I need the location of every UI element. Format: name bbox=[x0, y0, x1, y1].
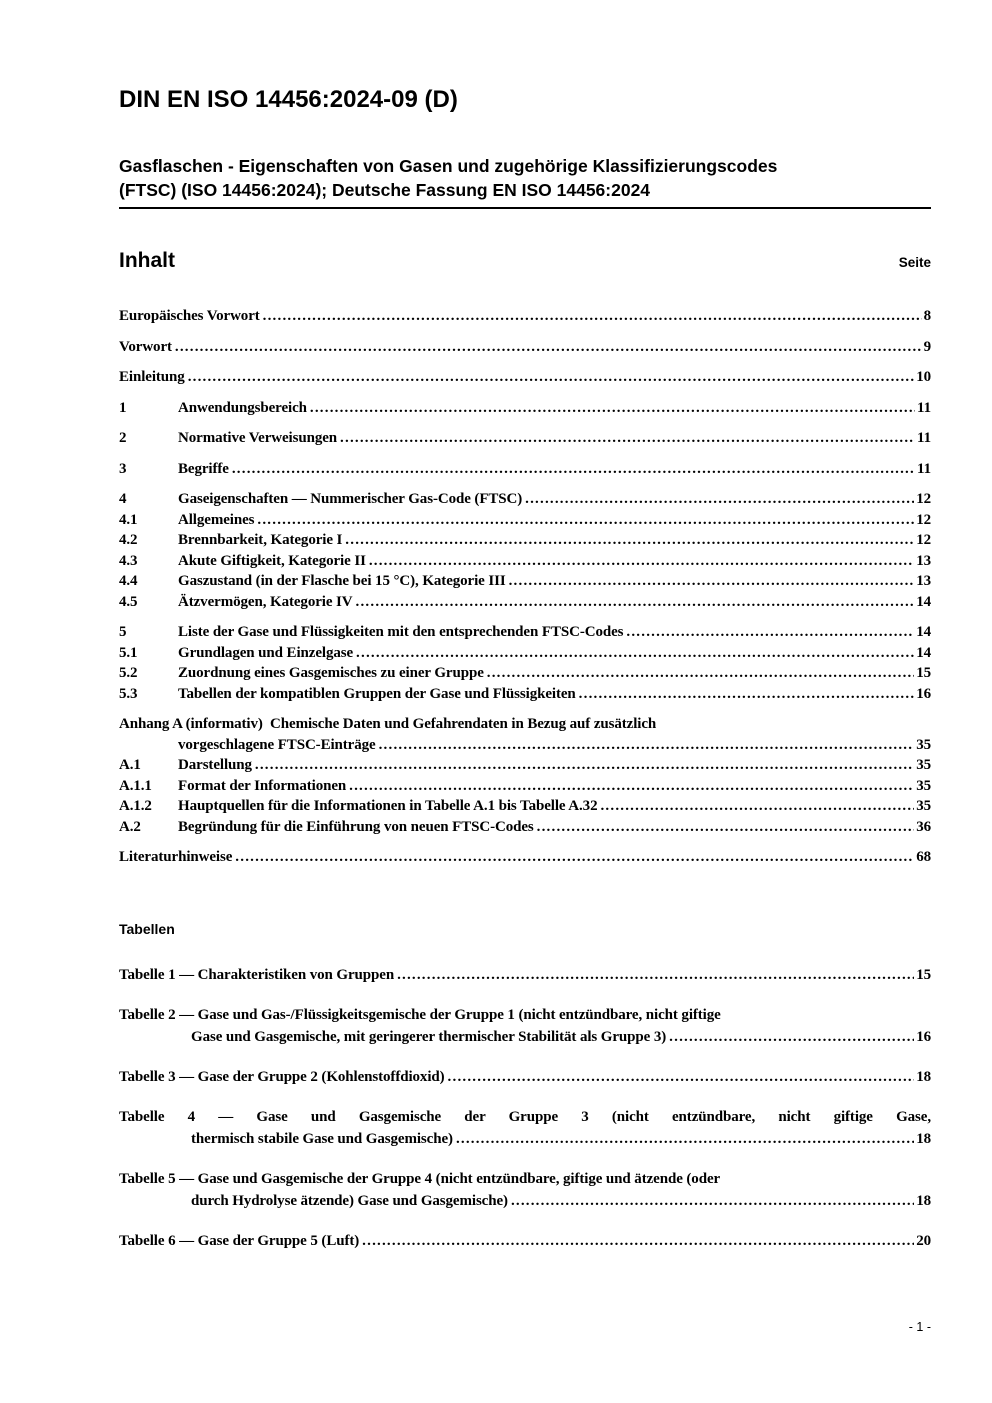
toc-dot-leader bbox=[579, 684, 915, 705]
toc-page-column-label: Seite bbox=[898, 255, 931, 270]
table-entry-line1 bbox=[119, 1066, 931, 1088]
toc-dot-leader bbox=[525, 489, 914, 510]
toc-entry-title: Anhang A (informativ) Chemische Daten und Gefahrendaten in Bezug auf zusätzlich bbox=[119, 716, 657, 732]
toc-entry bbox=[119, 337, 931, 358]
toc-dot-leader bbox=[340, 428, 915, 449]
table-entry-line1 bbox=[119, 1004, 931, 1026]
toc-entry-title: Anwendungsbereich bbox=[178, 399, 307, 416]
toc-entry-continuation bbox=[119, 735, 931, 756]
toc-entry-number: 4 bbox=[119, 491, 127, 507]
toc-dot-leader bbox=[232, 459, 915, 480]
doc-title bbox=[119, 155, 931, 209]
toc-entry bbox=[119, 714, 931, 735]
toc-entry-page: 35 bbox=[916, 736, 931, 753]
toc-dot-leader bbox=[310, 398, 915, 419]
table-entry-title: Tabelle 4 — Gase und Gasgemische der Gruppe 3 (nicht entzündbare, nicht giftige Gase, bbox=[119, 1108, 931, 1125]
toc-entry bbox=[119, 428, 931, 449]
table-entry-line1 bbox=[119, 1230, 931, 1252]
table-entry bbox=[119, 1106, 931, 1150]
toc-entry-page: 36 bbox=[916, 818, 931, 835]
toc-entry-title: Ätzvermögen, Kategorie IV bbox=[178, 593, 353, 610]
toc-entry bbox=[119, 684, 931, 705]
toc-dot-leader bbox=[397, 964, 914, 986]
toc-dot-leader bbox=[379, 735, 915, 756]
table-entry-line1 bbox=[119, 964, 931, 986]
table-entry-page: 18 bbox=[916, 1130, 931, 1147]
table-entry-page: 16 bbox=[916, 1028, 931, 1045]
toc-entry-number: A.2 bbox=[119, 818, 141, 835]
toc-entry-title: Akute Giftigkeit, Kategorie II bbox=[178, 552, 366, 569]
toc-dot-leader bbox=[600, 796, 914, 817]
toc-entry-title-continued: vorgeschlagene FTSC-Einträge bbox=[178, 736, 376, 753]
toc-entry-number: A.1.1 bbox=[119, 777, 152, 794]
toc-entry-page: 15 bbox=[916, 665, 931, 681]
toc-entry-number: 1 bbox=[119, 399, 127, 416]
toc-entry-title: Tabellen der kompatiblen Gruppen der Gase und Flüssigkeiten bbox=[178, 685, 576, 702]
doc-number: DIN EN ISO 14456:2024-09 (D) bbox=[119, 86, 458, 113]
toc-entry-title: Gaseigenschaften — Nummerischer Gas-Code (FTSC) bbox=[178, 491, 523, 507]
table-entry bbox=[119, 1066, 931, 1088]
toc-entry bbox=[119, 847, 931, 868]
toc-entry bbox=[119, 755, 931, 776]
toc-dot-leader bbox=[369, 551, 914, 572]
table-entry-title-continued: thermisch stabile Gase und Gasgemische) bbox=[191, 1130, 453, 1147]
table-entry-title: Tabelle 1 — Charakteristiken von Gruppen bbox=[119, 966, 395, 983]
toc-entry-title: Brennbarkeit, Kategorie I bbox=[178, 532, 343, 548]
toc-entry bbox=[119, 592, 931, 613]
table-entry-line2 bbox=[119, 1026, 931, 1048]
table-entry-line1 bbox=[119, 1168, 931, 1190]
toc-dot-leader bbox=[669, 1026, 914, 1048]
table-entry-line1 bbox=[119, 1106, 931, 1128]
toc-entry-number: 5 bbox=[119, 624, 127, 640]
doc-title-line2: (FTSC) (ISO 14456:2024); Deutsche Fassung EN ISO 14456:2024 bbox=[119, 179, 651, 200]
toc-entry-number: 5.3 bbox=[119, 685, 138, 702]
toc-entry-title: Liste der Gase und Flüssigkeiten mit den entsprechenden FTSC-Codes bbox=[178, 624, 624, 640]
toc-entry-title: Begriffe bbox=[178, 460, 229, 477]
table-entry-title: Tabelle 2 — Gase und Gas-/Flüssigkeitsgemische der Gruppe 1 (nicht entzündbare, nicht giftige bbox=[119, 1006, 721, 1023]
toc-entry-title: Einleitung bbox=[119, 369, 185, 385]
table-entry-page: 15 bbox=[916, 966, 931, 983]
toc-entry bbox=[119, 306, 931, 327]
toc-dot-leader bbox=[235, 847, 914, 868]
table-entry bbox=[119, 1230, 931, 1252]
toc-entry-page: 35 bbox=[916, 798, 931, 814]
toc-dot-leader bbox=[255, 755, 914, 776]
toc-entry-page: 14 bbox=[916, 593, 931, 610]
toc-entry-number: 4.5 bbox=[119, 593, 138, 610]
table-entry-page: 18 bbox=[916, 1192, 931, 1209]
toc-entry bbox=[119, 367, 931, 388]
toc-dot-leader bbox=[487, 663, 914, 684]
toc-entry-number: 2 bbox=[119, 430, 127, 446]
toc-header-row bbox=[119, 249, 931, 273]
toc-entry bbox=[119, 530, 931, 551]
toc-entry-page: 12 bbox=[916, 491, 931, 507]
toc-entry-title: Grundlagen und Einzelgase bbox=[178, 644, 354, 661]
toc-dot-leader bbox=[537, 817, 915, 838]
table-entry bbox=[119, 964, 931, 986]
table-entry-title-continued: durch Hydrolyse ätzende) Gase und Gasgemische) bbox=[191, 1192, 508, 1209]
table-entry-title-continued: Gase und Gasgemische, mit geringerer thermischer Stabilität als Gruppe 3) bbox=[191, 1028, 667, 1045]
toc-dot-leader bbox=[356, 592, 915, 613]
toc-entry bbox=[119, 489, 931, 510]
doc-title-line1: Gasflaschen - Eigenschaften von Gasen und zugehörige Klassifizierungscodes bbox=[119, 156, 778, 176]
toc-entry-title: Vorwort bbox=[119, 338, 172, 355]
toc-entry bbox=[119, 643, 931, 664]
toc-entry-title: Darstellung bbox=[178, 757, 252, 773]
toc-entry bbox=[119, 776, 931, 797]
toc-entry-page: 11 bbox=[917, 430, 931, 446]
table-entry bbox=[119, 1004, 931, 1048]
toc-entry-page: 35 bbox=[916, 777, 931, 794]
toc-entry-page: 14 bbox=[916, 644, 931, 661]
toc-dot-leader bbox=[263, 306, 922, 327]
toc-dot-leader bbox=[448, 1066, 915, 1088]
toc-entry-page: 16 bbox=[916, 685, 931, 702]
toc-entry bbox=[119, 459, 931, 480]
toc-entry-page: 11 bbox=[917, 399, 931, 416]
toc-entry-page: 12 bbox=[916, 532, 931, 548]
toc-entry-number: 4.3 bbox=[119, 552, 138, 569]
toc-entry-page: 35 bbox=[916, 757, 931, 773]
table-entry-line2 bbox=[119, 1190, 931, 1212]
toc-entry bbox=[119, 398, 931, 419]
table-entry-line2 bbox=[119, 1128, 931, 1150]
toc-entry-title: Gaszustand (in der Flasche bei 15 °C), Kategorie III bbox=[178, 573, 506, 589]
toc-entry-number: A.1 bbox=[119, 757, 141, 773]
toc-entry-title: Hauptquellen für die Informationen in Tabelle A.1 bis Tabelle A.32 bbox=[178, 798, 598, 814]
toc-entry-number: 4.4 bbox=[119, 573, 138, 589]
toc-dot-leader bbox=[511, 1190, 914, 1212]
table-entry-title: Tabelle 5 — Gase und Gasgemische der Gruppe 4 (nicht entzündbare, giftige und ätzende (oder bbox=[119, 1170, 721, 1187]
toc-entry-number: 4.1 bbox=[119, 511, 138, 528]
toc-entry-title: Format der Informationen bbox=[178, 777, 347, 794]
tables-heading: Tabellen bbox=[119, 920, 175, 937]
toc-entry-page: 11 bbox=[917, 460, 931, 477]
toc-entry bbox=[119, 622, 931, 643]
toc-entry-number: A.1.2 bbox=[119, 798, 152, 814]
toc-dot-leader bbox=[345, 530, 914, 551]
toc-entry-title: Allgemeines bbox=[178, 511, 255, 528]
table-entry-page: 18 bbox=[916, 1068, 931, 1085]
toc-entry-page: 13 bbox=[916, 552, 931, 569]
toc-dot-leader bbox=[362, 1230, 914, 1252]
toc-dot-leader bbox=[175, 337, 922, 358]
toc-entry-page: 12 bbox=[916, 511, 931, 528]
toc-entry-page: 13 bbox=[916, 573, 931, 589]
table-entry-page: 20 bbox=[916, 1232, 931, 1249]
toc-entry-title: Normative Verweisungen bbox=[178, 430, 338, 446]
toc-entry-page: 14 bbox=[916, 624, 931, 640]
toc-dot-leader bbox=[188, 367, 915, 388]
toc-entry-title: Europäisches Vorwort bbox=[119, 308, 260, 324]
toc-list bbox=[119, 306, 931, 868]
toc-entry-number: 5.1 bbox=[119, 644, 138, 661]
toc-dot-leader bbox=[257, 510, 914, 531]
toc-entry-number: 5.2 bbox=[119, 665, 138, 681]
toc-entry-page: 68 bbox=[916, 849, 931, 865]
toc-entry-page: 9 bbox=[923, 338, 931, 355]
toc-dot-leader bbox=[626, 622, 914, 643]
toc-dot-leader bbox=[456, 1128, 914, 1150]
toc-dot-leader bbox=[349, 776, 914, 797]
toc-entry-title: Zuordnung eines Gasgemisches zu einer Gruppe bbox=[178, 665, 484, 681]
table-entry bbox=[119, 1168, 931, 1212]
toc-entry-page: 10 bbox=[916, 369, 931, 385]
toc-entry-number: 3 bbox=[119, 460, 127, 477]
toc-heading: Inhalt bbox=[119, 249, 175, 272]
toc-entry bbox=[119, 663, 931, 684]
page-number: - 1 - bbox=[908, 1320, 931, 1334]
toc-entry bbox=[119, 551, 931, 572]
toc-dot-leader bbox=[356, 643, 914, 664]
toc-entry-title: Literaturhinweise bbox=[119, 849, 233, 865]
toc-entry bbox=[119, 817, 931, 838]
toc-dot-leader bbox=[509, 571, 915, 592]
toc-entry-page: 8 bbox=[923, 308, 931, 324]
table-entry-title: Tabelle 6 — Gase der Gruppe 5 (Luft) bbox=[119, 1232, 360, 1249]
toc-entry-title: Begründung für die Einführung von neuen FTSC-Codes bbox=[178, 818, 534, 835]
tables-list bbox=[119, 964, 931, 1252]
table-entry-title: Tabelle 3 — Gase der Gruppe 2 (Kohlenstoffdioxid) bbox=[119, 1068, 445, 1085]
toc-entry-number: 4.2 bbox=[119, 532, 138, 548]
toc-entry bbox=[119, 571, 931, 592]
toc-entry bbox=[119, 510, 931, 531]
toc-entry bbox=[119, 796, 931, 817]
